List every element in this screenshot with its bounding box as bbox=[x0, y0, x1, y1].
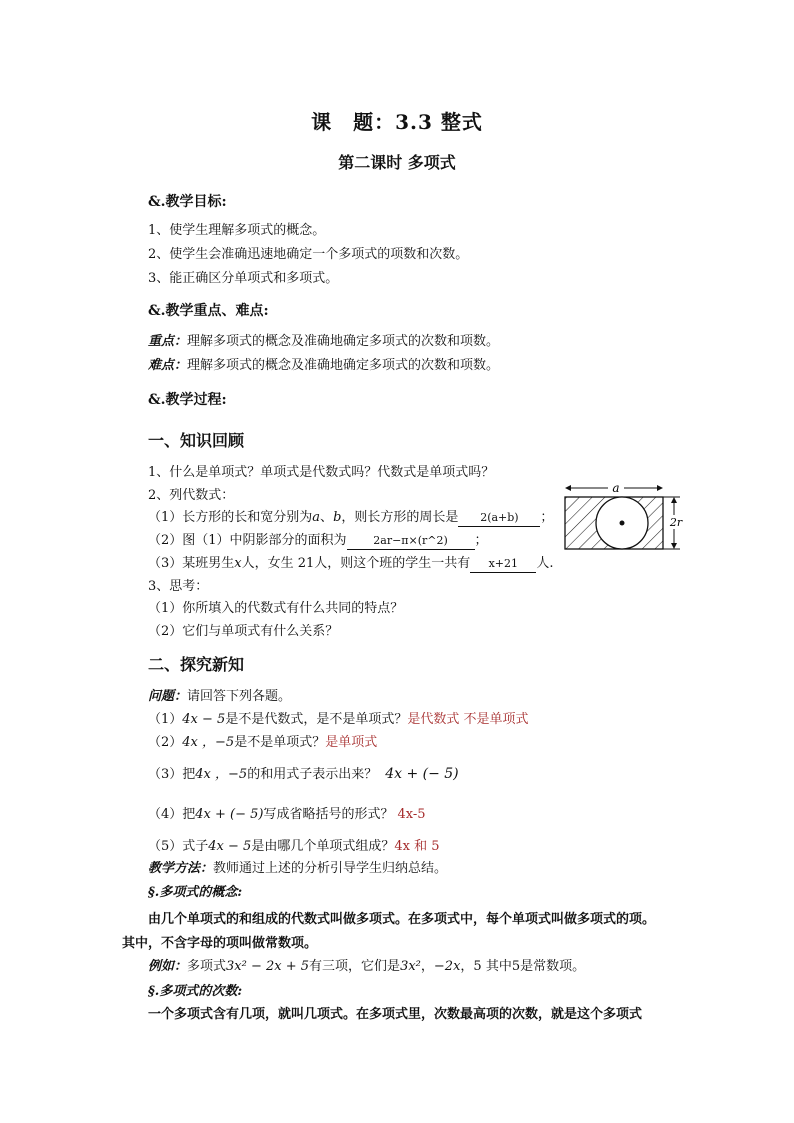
q2-3-answer: x+21 bbox=[470, 556, 536, 573]
p2-mid: 是不是单项式？ bbox=[234, 735, 326, 750]
focus-diff-text: 理解多项式的概念及准确地确定多项式的次数和项数。 bbox=[187, 358, 500, 373]
p3-expr: 4x ，−5 bbox=[195, 767, 248, 782]
page-subtitle: 第二课时 多项式 bbox=[338, 153, 456, 172]
p1-mid: 是不是代数式，是不是单项式？ bbox=[225, 712, 408, 727]
example-tail: 是常数项。 bbox=[520, 959, 586, 974]
review-q1: 1、什么是单项式？单项式是代数式吗？代数式是单项式吗？ bbox=[148, 465, 495, 480]
p1-pre: （1） bbox=[148, 712, 183, 727]
goal-item: 1、使学生理解多项式的概念。 bbox=[148, 223, 326, 238]
explore-p4 bbox=[148, 806, 426, 824]
q2-3-pre: （3）某班男生 bbox=[148, 556, 235, 571]
focus-diff-label: 难点： bbox=[148, 358, 188, 373]
review-q3-2: （2）它们与单项式有什么关系？ bbox=[148, 624, 339, 639]
label-a: a bbox=[612, 481, 620, 495]
goals-heading: &.教学目标: bbox=[148, 194, 227, 210]
focus-key-line bbox=[148, 333, 499, 351]
p2-pre: （2） bbox=[148, 735, 183, 750]
circle-center-dot bbox=[620, 521, 625, 526]
problem-text: 请回答下列各题。 bbox=[187, 689, 292, 704]
review-q3: 3、思考： bbox=[148, 579, 209, 594]
q2-3-x: x bbox=[234, 556, 242, 571]
review-q3-1: （1）你所填入的代数式有什么共同的特点？ bbox=[148, 601, 404, 616]
example-end: 其中 bbox=[485, 959, 512, 974]
explore-problem bbox=[148, 688, 291, 706]
p3-pre: （3）把 bbox=[148, 767, 196, 782]
example-pre: 多项式 bbox=[187, 959, 227, 974]
example-mid: 有三项，它们是 bbox=[309, 959, 401, 974]
goal-item: 2、使学生会准确迅速地确定一个多项式的项数和次数。 bbox=[148, 247, 469, 262]
p1-answer: 是代数式 不是单项式 bbox=[407, 712, 529, 727]
process-heading: &.教学过程: bbox=[148, 392, 227, 408]
q2-3-end: 人. bbox=[536, 556, 554, 571]
concept-line-1: 由几个单项式的和组成的代数式叫做多项式。在多项式中，每个单项式叫做多项式的项。 bbox=[148, 912, 656, 927]
p5-answer: 4x 和 5 bbox=[394, 839, 440, 854]
explore-p3 bbox=[148, 765, 459, 784]
focus-key-label: 重点： bbox=[148, 334, 188, 349]
concept-example: 例如：多项式3x² − 2x + 5有三项，它们是3x²，−2x，5 其中5是常数项。 bbox=[148, 959, 586, 974]
q2-1-pre: （1）长方形的长和宽分别为 bbox=[148, 510, 313, 525]
degree-heading: §.多项式的次数: bbox=[148, 984, 243, 999]
p3-mid: 的和用式子表示出来？ bbox=[247, 767, 378, 782]
review-q2-1 bbox=[148, 509, 553, 527]
p5-pre: （5）式子 bbox=[148, 839, 209, 854]
concept-line-2: 其中，不含字母的项叫做常数项。 bbox=[122, 936, 318, 951]
method-label: 教学方法： bbox=[148, 861, 214, 876]
example-label: 例如： bbox=[148, 959, 188, 974]
problem-label: 问题： bbox=[148, 689, 188, 704]
teaching-method bbox=[148, 860, 447, 878]
focus-diff-line bbox=[148, 357, 499, 375]
q2-2-end: ； bbox=[474, 533, 488, 548]
p2-answer: 是单项式 bbox=[325, 735, 378, 750]
q2-2-answer: 2ar−π×(r^2) bbox=[347, 533, 475, 550]
example-term-1: 3x² bbox=[400, 959, 421, 974]
q2-1-a: a bbox=[312, 510, 321, 525]
method-text: 教师通过上述的分析引导学生归纳总结。 bbox=[213, 861, 448, 876]
concept-heading: §.多项式的概念: bbox=[148, 885, 243, 900]
p1-expr: 4x − 5 bbox=[182, 712, 226, 727]
q2-1-end: ； bbox=[540, 510, 554, 525]
explore-p1 bbox=[148, 711, 528, 729]
p4-answer: 4x-5 bbox=[397, 807, 426, 822]
p5-expr: 4x − 5 bbox=[208, 839, 252, 854]
focus-heading: &.教学重点、难点: bbox=[148, 303, 269, 319]
p2-expr: 4x ，−5 bbox=[182, 735, 235, 750]
explore-heading: 二、探究新知 bbox=[148, 655, 245, 674]
q2-1-answer: 2(a+b) bbox=[458, 510, 540, 527]
q2-2-pre: （2）图（1）中阴影部分的面积为 bbox=[148, 533, 347, 548]
p4-mid: 写成省略括号的形式？ bbox=[263, 807, 394, 822]
q2-1-b: b bbox=[333, 510, 342, 525]
p5-mid: 是由哪几个单项式组成？ bbox=[251, 839, 395, 854]
label-2r: 2r bbox=[669, 516, 683, 529]
example-expr: 3x² − 2x + 5 bbox=[226, 959, 310, 974]
width-arrowhead-left bbox=[565, 485, 571, 491]
p3-answer: 4x + (− 5) bbox=[385, 766, 459, 782]
example-term-3: 5 bbox=[473, 959, 482, 974]
rectangle-circle-figure bbox=[560, 478, 690, 554]
goal-item: 3、能正确区分单项式和多项式。 bbox=[148, 271, 339, 286]
review-q2: 2、列代数式： bbox=[148, 488, 235, 503]
p4-pre: （4）把 bbox=[148, 807, 196, 822]
explore-p2 bbox=[148, 734, 377, 752]
explore-p5 bbox=[148, 838, 439, 856]
focus-key-text: 理解多项式的概念及准确地确定多项式的次数和项数。 bbox=[187, 334, 500, 349]
width-arrowhead-right bbox=[657, 485, 663, 491]
p4-expr: 4x + (− 5) bbox=[195, 807, 264, 822]
review-q2-2 bbox=[148, 532, 488, 550]
page-title: 课 题：3.3 整式 bbox=[311, 110, 483, 134]
q2-3-mid: 人，女生 21人，则这个班的学生一共有 bbox=[241, 556, 471, 571]
example-term-2: −2x bbox=[433, 959, 461, 974]
q2-1-sep: 、 bbox=[320, 510, 334, 525]
review-q2-3 bbox=[148, 555, 553, 573]
example-constant: 5 bbox=[511, 959, 521, 974]
q2-1-mid: ，则长方形的周长是 bbox=[341, 510, 459, 525]
review-heading: 一、知识回顾 bbox=[148, 431, 245, 450]
degree-line-1: 一个多项式含有几项，就叫几项式。在多项式里，次数最高项的次数，就是这个多项式 bbox=[148, 1007, 643, 1022]
